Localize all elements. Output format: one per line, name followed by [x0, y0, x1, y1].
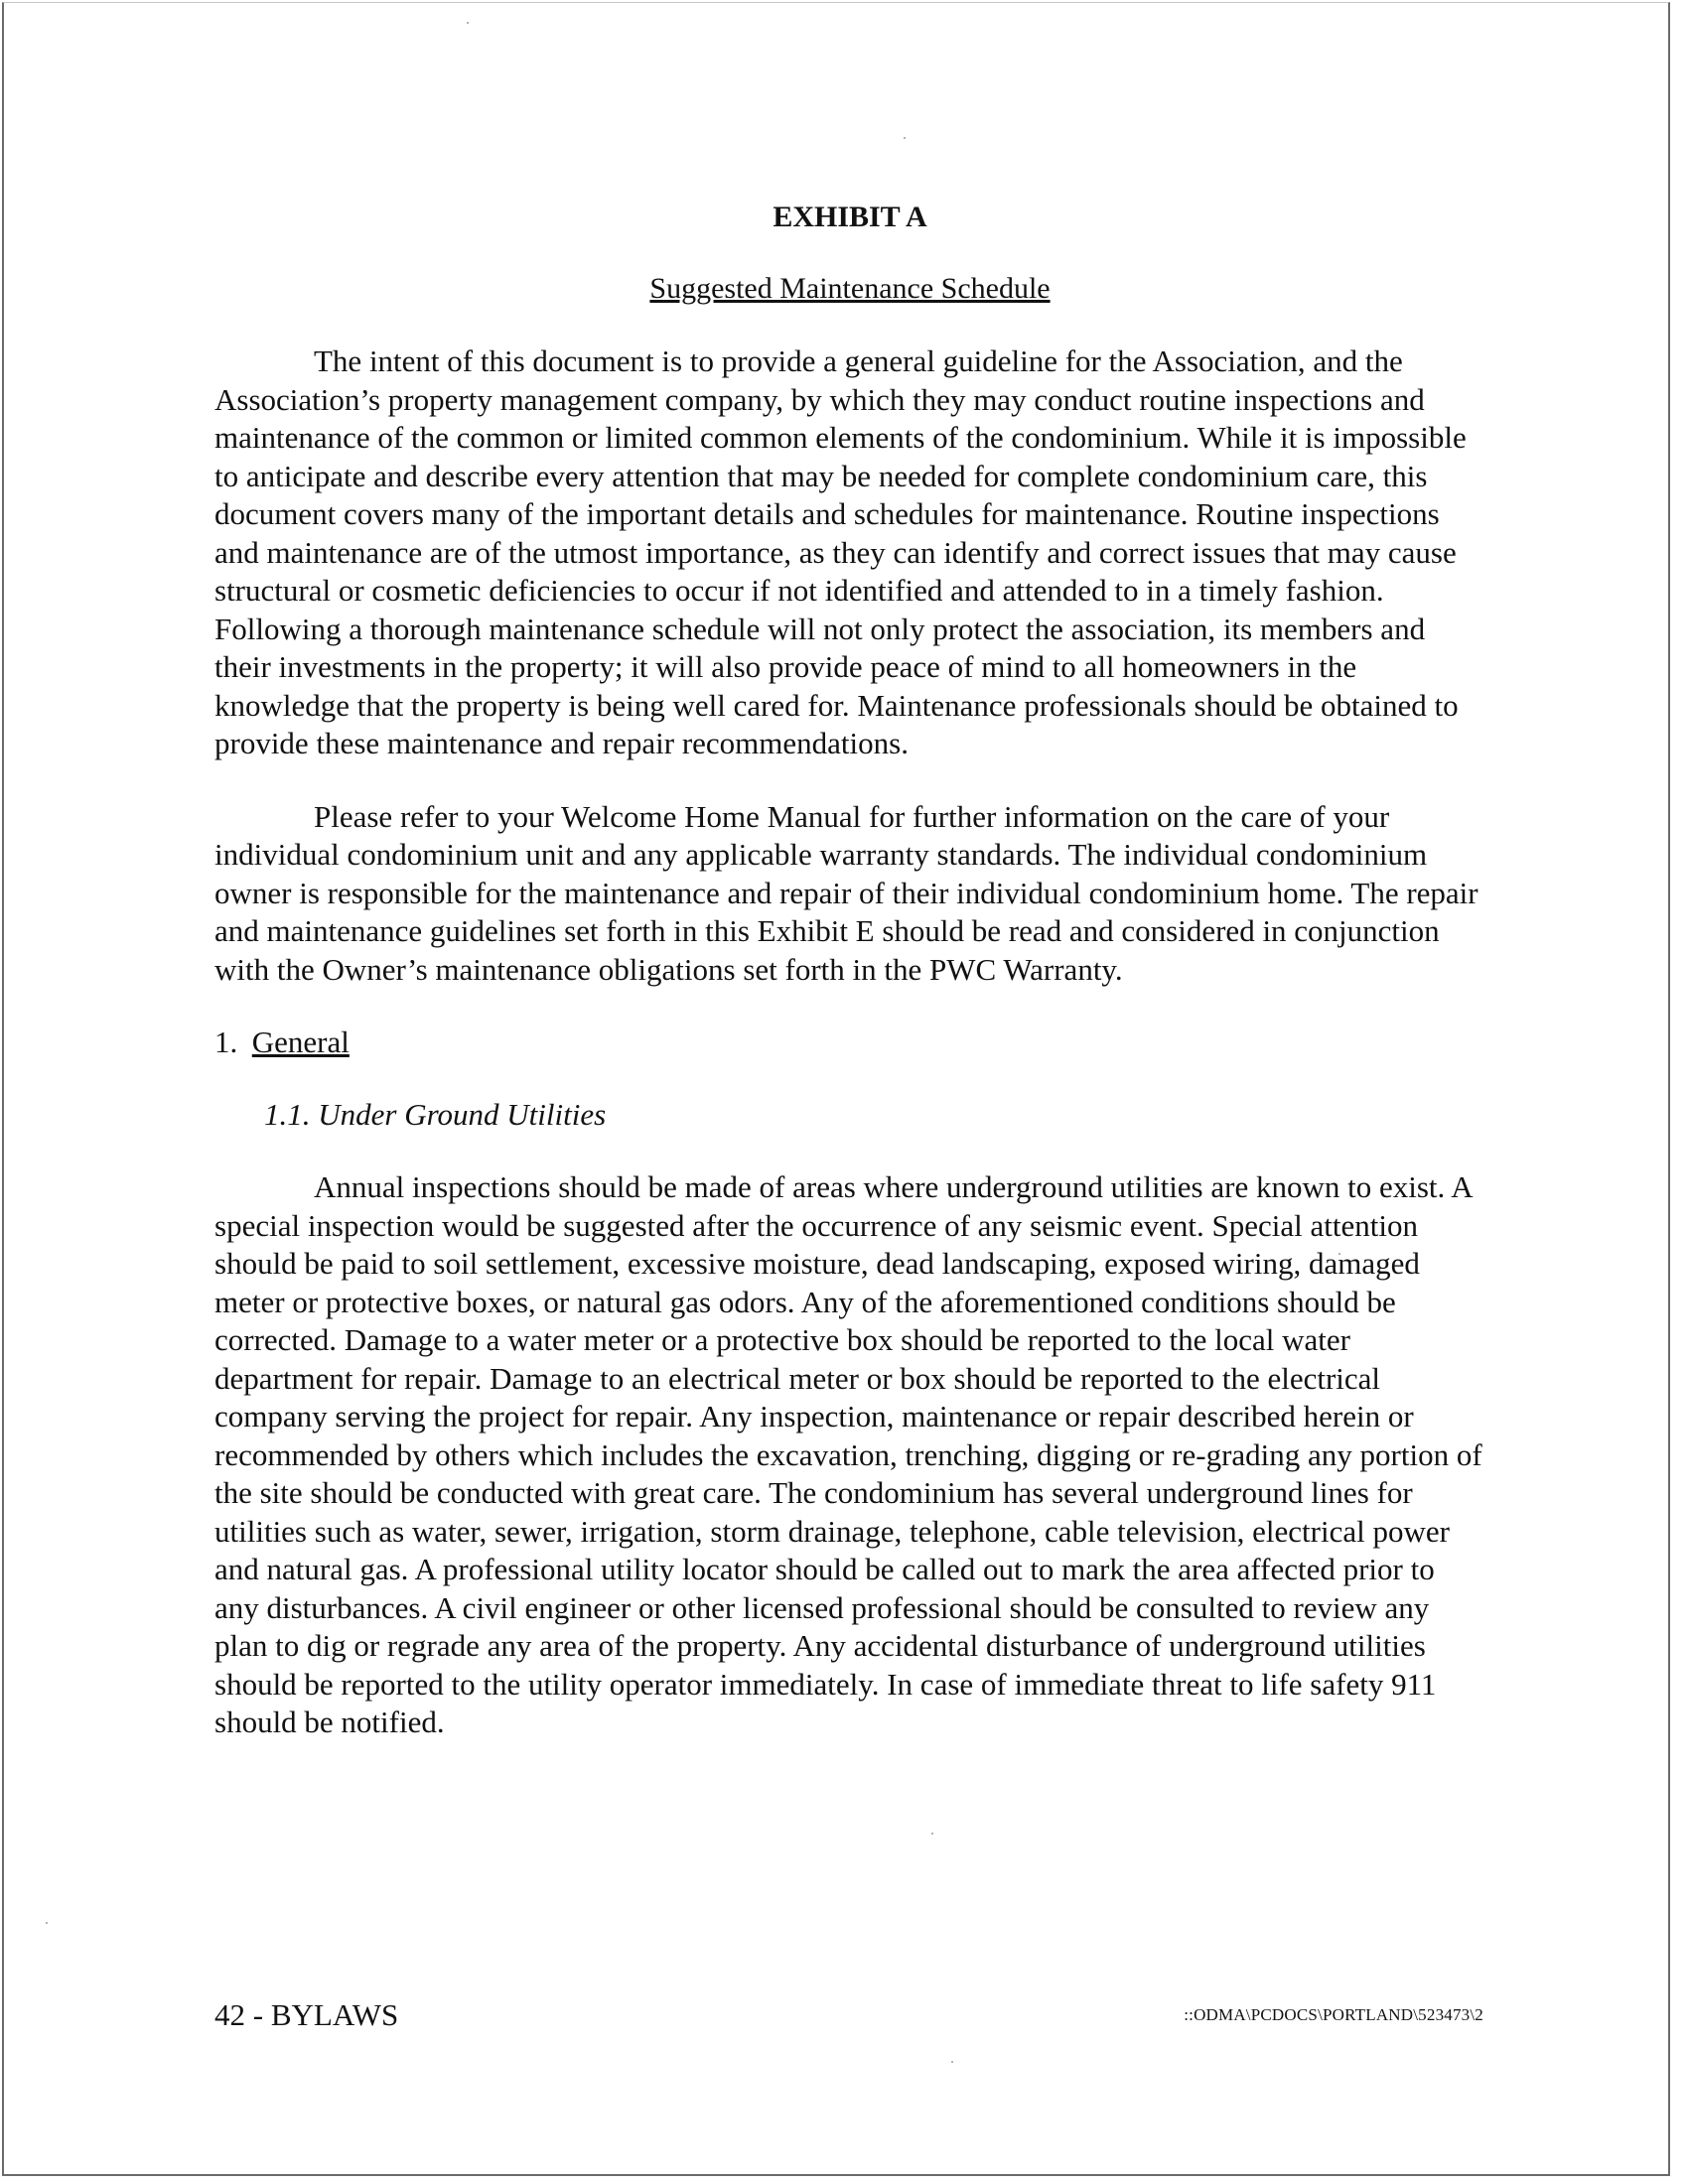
page-footer	[214, 1997, 1483, 2037]
document-subtitle: Suggested Maintenance Schedule	[649, 271, 1051, 305]
document-body	[214, 199, 1485, 1780]
scan-speck	[467, 22, 469, 24]
underground-utilities-paragraph: Annual inspections should be made of areas where underground utilities are known to exist. A special inspection would be suggested after the occurrence of any seismic event. Special attention should be paid to soil settlement, excessive moisture, dead landscaping, exposed wiring, damaged meter or protective boxes, or natural gas odors. Any of the aforementioned conditions should be corrected. Damage to a water meter or a protective box should be reported to the local water department for repair. Damage to an electrical meter or box should be reported to the electrical company serving the project for repair. Any inspection, maintenance or repair described herein or recommended by others which includes the excavation, trenching, digging or re-grading any portion of the site should be conducted with great care. The condominium has several underground lines for utilities such as water, sewer, irrigation, storm drainage, telephone, cable television, electrical power and natural gas. A professional utility locator should be called out to mark the area affected prior to any disturbances. A civil engineer or other licensed professional should be consulted to review any plan to dig or regrade any area of the property. Any accidental disturbance of underground utilities should be reported to the utility operator immediately. In case of immediate threat to life safety 911 should be notified.	[214, 1169, 1482, 1739]
scan-speck	[904, 137, 906, 139]
scan-speck	[46, 1922, 48, 1924]
section-label: General	[251, 1024, 350, 1059]
scan-speck	[931, 1833, 933, 1835]
subsection-heading-underground-utilities: 1.1. Under Ground Utilities	[264, 1096, 607, 1132]
scan-speck	[951, 2061, 953, 2063]
section-number: 1.	[214, 1024, 238, 1059]
exhibit-title: EXHIBIT A	[773, 201, 927, 233]
intro-paragraph: The intent of this document is to provide a general guideline for the Association, and the Association’s property management company, by which they may conduct routine inspections and maintenance of the common or limited common elements of the condominium. While it is impossible to anticipate and describe every attention that may be needed for complete condominium care, this document covers many of the important details and schedules for maintenance. Routine inspections and maintenance are of the utmost importance, as they can identify and correct issues that may cause structural or cosmetic deficiencies to occur if not identified and attended to in a timely fashion. Following a thorough maintenance schedule will not only protect the association, its members and their investments in the property; it will also provide peace of mind to all homeowners in the knowledge that the property is being well cared for. Maintenance professionals should be obtained to provide these maintenance and repair recommendations.	[214, 343, 1467, 760]
section-heading-general	[214, 1024, 1485, 1062]
welcome-manual-paragraph: Please refer to your Welcome Home Manual for further information on the care of your individual condominium unit and any applicable warranty standards. The individual condominium owner is responsible for the maintenance and repair of their individual condominium home. The repair and maintenance guidelines set forth in this Exhibit E should be read and considered in conjunction with the Owner’s maintenance obligations set forth in the PWC Warranty.	[214, 798, 1478, 987]
footer-page-label: 42 - BYLAWS	[214, 1997, 399, 2032]
footer-document-path: ::ODMA\PCDOCS\PORTLAND\523473\2	[1184, 2005, 1483, 2024]
